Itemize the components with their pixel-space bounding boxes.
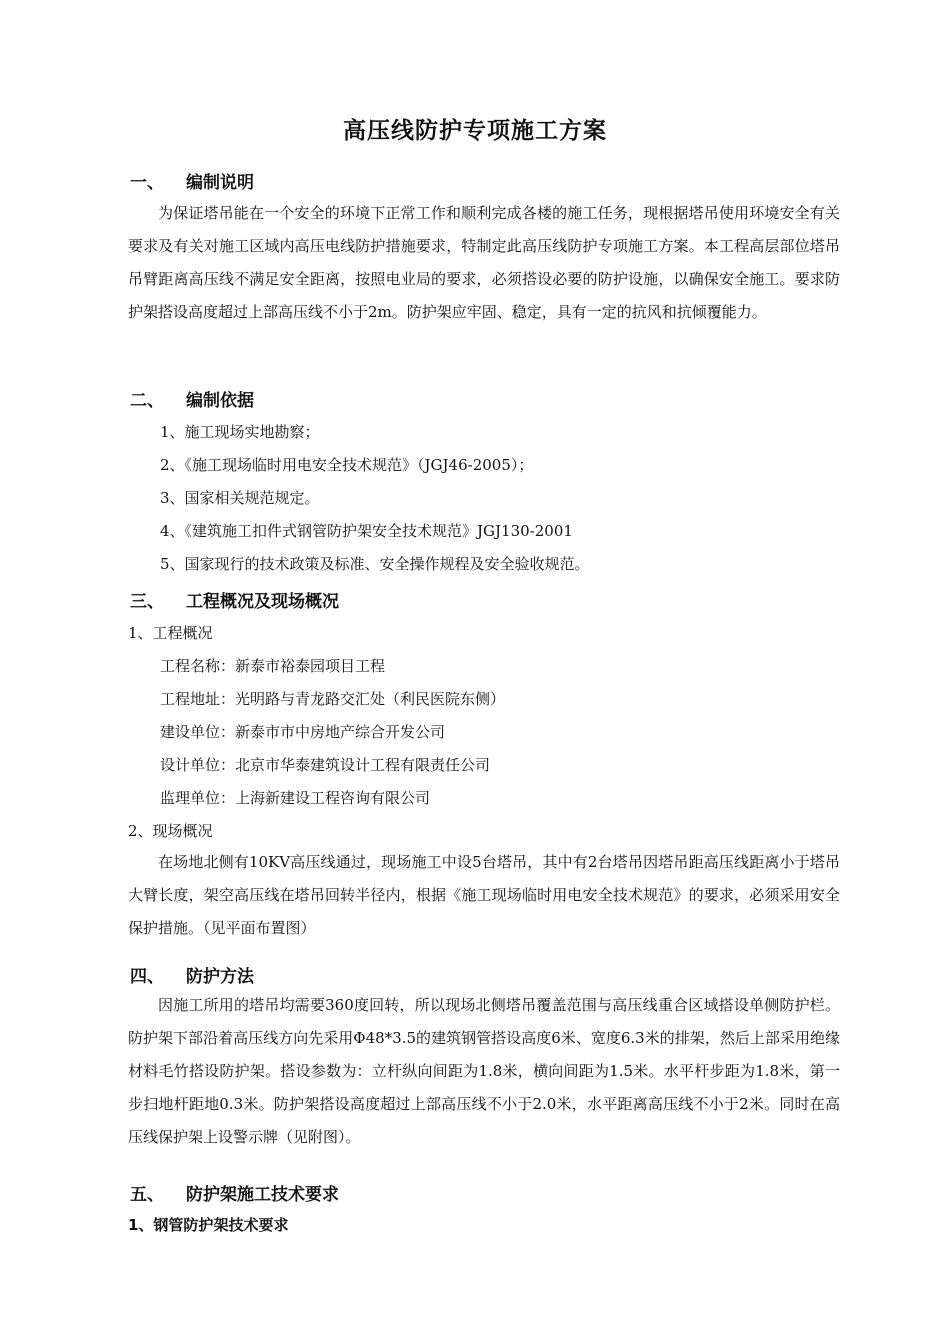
section-number: 三、: [130, 592, 164, 612]
section-1-paragraph: 为保证塔吊能在一个安全的环境下正常工作和顺利完成各楼的施工任务，现根据塔吊使用环境安全有关要求及有关对施工区域内高压电线防护措施要求，特制定此高压线防护专项施工方案。本工程高层部位塔吊吊臂距离高压线不满足安全距离，按照电业局的要求，必须搭设必要的防护设施，以确保安全施工。要求防护架搭设高度超过上部高压线不小于2m。防护架应牢固、稳定，具有一定的抗风和抗倾覆能力。: [128, 204, 840, 321]
subsection-title: 1、工程概况: [128, 624, 213, 642]
protection-method-paragraph: 因施工所用的塔吊均需要360度回转，所以现场北侧塔吊覆盖范围与高压线重合区域搭设单侧防护栏。防护架下部沿着高压线方向先采用Φ48*3.5的建筑钢管搭设高度6米、宽度6.3米的排架，然后上部采用绝缘材料毛竹搭设防护架。搭设参数为：立杆纵向间距为1.8米，横向间距为1.5米。水平杆步距为1.8米，第一步扫地杆距地0.3米。防护架搭设高度超过上部高压线不小于2.0米，水平距离高压线不小于2米。同时在高压线保护架上设警示牌（见附图）。: [128, 996, 840, 1146]
project-detail: 监理单位：上海新建设工程咨询有限公司: [160, 789, 431, 807]
section-heading-3: [130, 587, 339, 612]
site-overview-paragraph: 在场地北侧有10KV高压线通过，现场施工中设5台塔吊，其中有2台塔吊因塔吊距高压线距离小于塔吊大臂长度，架空高压线在塔吊回转半径内，根据《施工现场临时用电安全技术规范》的要求，必须采用安全保护措施。（见平面布置图）: [128, 853, 840, 937]
section-number: 四、: [130, 967, 164, 987]
section-heading-4: [130, 962, 254, 987]
section-title: 工程概况及现场概况: [186, 592, 339, 612]
section-title: 防护方法: [186, 967, 254, 987]
document-title: 高压线防护专项施工方案: [343, 118, 607, 144]
project-detail: 工程地址：光明路与青龙路交汇处（利民医院东侧）: [160, 690, 506, 708]
section-title: 防护架施工技术要求: [186, 1185, 339, 1205]
project-detail: 设计单位：北京市华泰建筑设计工程有限责任公司: [160, 756, 491, 774]
basis-item: 3、国家相关规范规定。: [160, 489, 320, 507]
basis-item: 1、施工现场实地勘察；: [160, 423, 320, 441]
subsection-title: 1、钢管防护架技术要求: [128, 1216, 289, 1234]
section-number: 五、: [130, 1185, 164, 1205]
section-number: 二、: [130, 391, 164, 411]
basis-item: 5、国家现行的技术政策及标准、安全操作规程及安全验收规范。: [160, 555, 590, 573]
section-number: 一、: [130, 173, 164, 193]
section-title: 编制说明: [186, 173, 254, 193]
section-title: 编制依据: [186, 391, 254, 411]
subsection-title: 2、现场概况: [128, 822, 213, 840]
basis-item: 2、《施工现场临时用电安全技术规范》（JGJ46-2005）；: [160, 456, 534, 474]
section-heading-5: [130, 1180, 339, 1205]
section-heading-2: [130, 386, 254, 411]
project-detail: 工程名称：新泰市裕泰园项目工程: [160, 657, 386, 675]
section-heading-1: [130, 168, 254, 193]
basis-item: 4、《建筑施工扣件式钢管防护架安全技术规范》JGJ130-2001: [160, 522, 573, 540]
project-detail: 建设单位：新泰市市中房地产综合开发公司: [160, 723, 446, 741]
